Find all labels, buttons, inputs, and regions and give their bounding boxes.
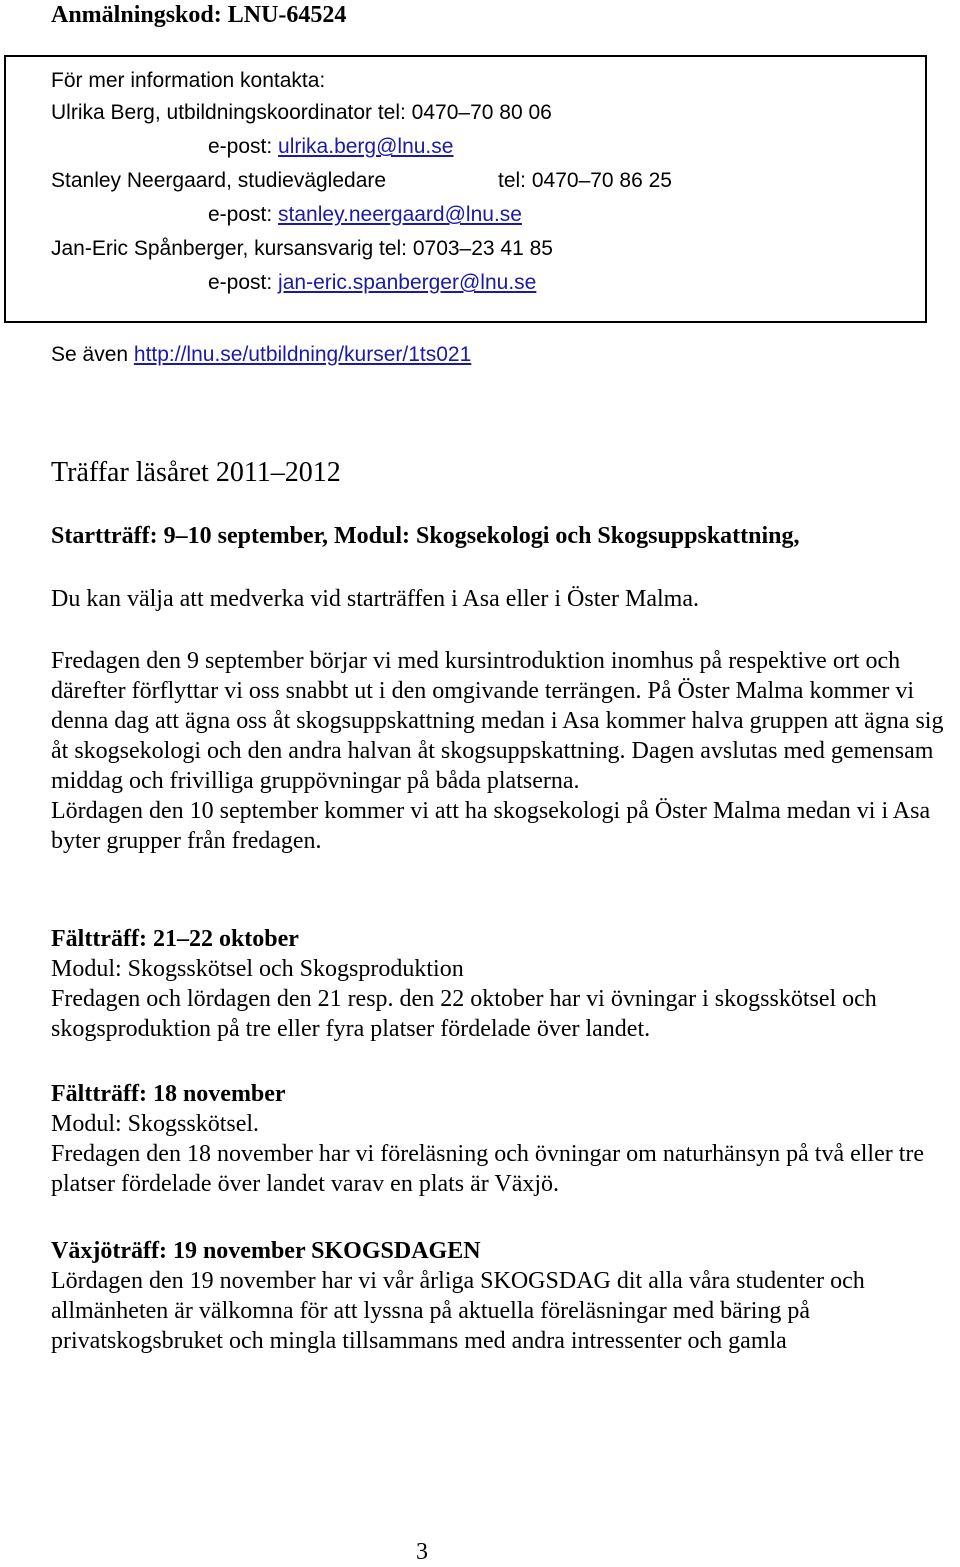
meetings-title: Träffar läsåret 2011–2012: [51, 457, 341, 488]
vaxjo-meeting-text: Lördagen den 19 november har vi vår årliga SKOGSDAG dit alla våra studenter och allmänheten är välkomna för att lyssna på aktuella föreläsningar med bäring på privatskogsbruket och mingla tillsammans med andra intressenter och gamla: [51, 1268, 865, 1354]
start-meeting-paragraph-1: Fredagen den 9 september börjar vi med kursintroduktion inomhus på respektive ort och därefter förflyttar vi oss snabbt ut i den omgivande terrängen. På Öster Malma kommer vi denna dag att ägna oss åt skogsuppskattning medan i Asa kommer halva gruppen att ägna sig åt skogsekologi och den andra halvan åt skogsuppskattning. Dagen avslutas med gemensam middag och frivilliga gruppövningar på båda platserna.: [51, 648, 944, 794]
page-number: 3: [416, 1539, 428, 1565]
contact-stanley: Stanley Neergaard, studievägledare: [51, 169, 387, 192]
see-also-label: Se även: [51, 343, 134, 366]
registration-code: Anmälningskod: LNU-64524: [51, 2, 347, 28]
contact-ulrika-email-row: [208, 132, 453, 162]
contact-ulrika: Ulrika Berg, utbildningskoordinator tel: 0470–70 80 06: [51, 101, 552, 124]
start-meeting-heading: Startträff: 9–10 september, Modul: Skogsekologi och Skogsuppskattning,: [51, 523, 800, 549]
field-meeting-october-module: Modul: Skogsskötsel och Skogsproduktion: [51, 956, 464, 982]
ulrika-email-link[interactable]: ulrika.berg@lnu.se: [278, 135, 454, 158]
field-meeting-october-text: Fredagen och lördagen den 21 resp. den 22 oktober har vi övningar i skogsskötsel och skogsproduktion på tre eller fyra platser fördelade över landet.: [51, 986, 877, 1042]
contact-janeric-email-row: [208, 268, 536, 298]
contact-intro: För mer information kontakta:: [51, 69, 326, 92]
email-label: e-post:: [208, 135, 279, 158]
field-meeting-october-heading: Fältträff: 21–22 oktober: [51, 926, 299, 952]
see-also-row: [51, 340, 471, 370]
vaxjo-meeting-heading: Växjöträff: 19 november SKOGSDAGEN: [51, 1238, 481, 1264]
field-meeting-november-module: Modul: Skogsskötsel.: [51, 1111, 260, 1137]
janeric-email-link[interactable]: jan-eric.spanberger@lnu.se: [278, 271, 537, 294]
contact-stanley-email-row: [208, 200, 522, 230]
stanley-email-link[interactable]: stanley.neergaard@lnu.se: [278, 203, 522, 226]
field-meeting-october: [51, 924, 956, 1044]
start-meeting-body: [51, 646, 956, 856]
field-meeting-november-heading: Fältträff: 18 november: [51, 1081, 286, 1107]
course-url-link[interactable]: http://lnu.se/utbildning/kurser/1ts021: [133, 343, 472, 366]
contact-stanley-phone: tel: 0470–70 86 25: [498, 169, 672, 192]
start-meeting-paragraph-2: Lördagen den 10 september kommer vi att ha skogsekologi på Öster Malma medan vi i Asa byter grupper från fredagen.: [51, 798, 931, 854]
contact-janeric: Jan-Eric Spånberger, kursansvarig tel: 0703–23 41 85: [51, 237, 553, 260]
field-meeting-november: [51, 1079, 956, 1199]
email-label: e-post:: [208, 203, 279, 226]
field-meeting-november-text: Fredagen den 18 november har vi föreläsning och övningar om naturhänsyn på två eller tre platser fördelade över landet varav en plats är Växjö.: [51, 1141, 925, 1197]
email-label: e-post:: [208, 271, 279, 294]
vaxjo-meeting: [51, 1236, 956, 1356]
start-meeting-choice: Du kan välja att medverka vid starträffen i Asa eller i Öster Malma.: [51, 586, 699, 612]
